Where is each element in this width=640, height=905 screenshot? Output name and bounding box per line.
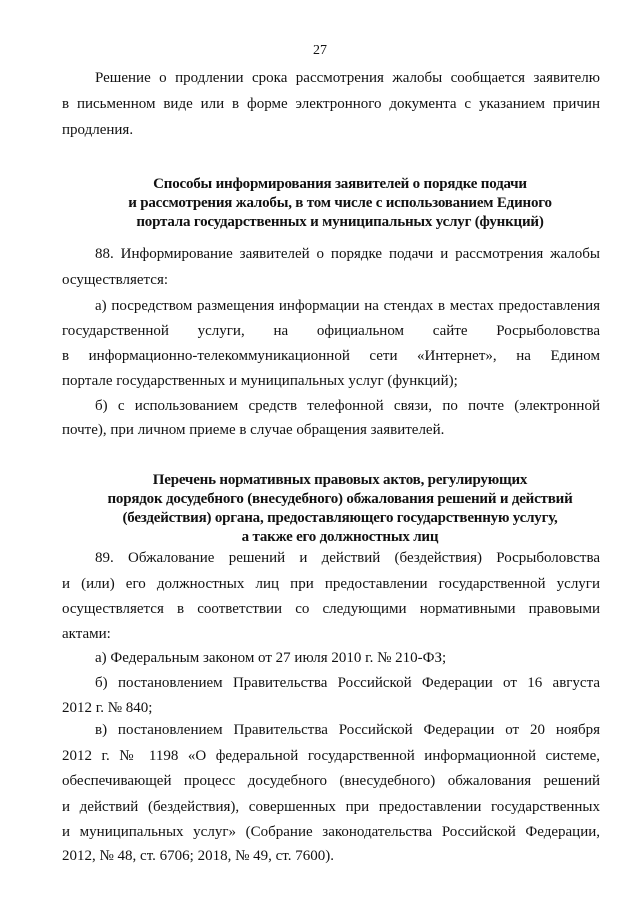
s2-item-v-line-5: и муниципальных услуг» (Собрание законодательства Российской Федерации, bbox=[62, 824, 600, 840]
section2-heading-line-4: а также его должностных лиц bbox=[241, 529, 439, 545]
s2-item-a: а) Федеральным законом от 27 июля 2010 г. № 210-ФЗ; bbox=[95, 650, 447, 666]
s1-item-a-line-1: а) посредством размещения информации на стендах в местах предоставления bbox=[95, 298, 600, 314]
s2-item-v-line-4: и действий (бездействия), совершенных при предоставлении государственных bbox=[62, 799, 600, 815]
intro-line-2: в письменном виде или в форме электронного документа с указанием причин bbox=[62, 96, 600, 112]
p89-line-2: и (или) его должностных лиц при предоставлении государственной услуги bbox=[62, 576, 600, 592]
section1-heading-line-1: Способы информирования заявителей о порядке подачи bbox=[153, 176, 527, 192]
s2-item-v-line-2: 2012 г. № 1198 «О федеральной государственной информационной системе, bbox=[62, 748, 600, 764]
section2-heading-line-2: порядок досудебного (внесудебного) обжалования решений и действий bbox=[107, 491, 573, 507]
p88-line-1: 88. Информирование заявителей о порядке подачи и рассмотрения жалобы bbox=[95, 246, 600, 262]
s2-item-b-line-1: б) постановлением Правительства Российской Федерации от 16 августа bbox=[95, 675, 600, 691]
section1-heading-line-3: портала государственных и муниципальных услуг (функций) bbox=[136, 214, 544, 230]
p88-line-2: осуществляется: bbox=[62, 272, 169, 288]
s2-item-v-line-1: в) постановлением Правительства Российской Федерации от 20 ноября bbox=[95, 722, 600, 738]
section2-heading-line-1: Перечень нормативных правовых актов, регулирующих bbox=[152, 472, 528, 488]
s2-item-v-line-3: обеспечивающей процесс досудебного (внесудебного) обжалования решений bbox=[62, 773, 600, 789]
s1-item-a-line-2: государственной услуги, на официальном сайте Росрыболовства bbox=[62, 323, 600, 339]
s2-item-v-line-6: 2012, № 48, ст. 6706; 2018, № 49, ст. 7600). bbox=[62, 848, 334, 864]
s1-item-a-line-3: в информационно-телекоммуникационной сети «Интернет», на Едином bbox=[62, 348, 600, 364]
intro-line-3: продления. bbox=[62, 122, 134, 138]
p89-line-3: осуществляется в соответствии со следующими нормативными правовыми bbox=[62, 601, 600, 617]
s1-item-b-line-1: б) с использованием средств телефонной связи, по почте (электронной bbox=[95, 398, 600, 414]
s1-item-b-line-2: почте), при личном приеме в случае обращения заявителей. bbox=[62, 422, 445, 438]
p89-line-1: 89. Обжалование решений и действий (бездействия) Росрыболовства bbox=[95, 550, 600, 566]
s2-item-b-line-2: 2012 г. № 840; bbox=[62, 700, 153, 716]
page-number: 27 bbox=[313, 43, 327, 58]
section2-heading-line-3: (бездействия) органа, предоставляющего государственную услугу, bbox=[122, 510, 558, 526]
section1-heading-line-2: и рассмотрения жалобы, в том числе с использованием Единого bbox=[128, 195, 552, 211]
intro-line-1: Решение о продлении срока рассмотрения жалобы сообщается заявителю bbox=[95, 70, 600, 86]
s1-item-a-line-4: портале государственных и муниципальных услуг (функций); bbox=[62, 373, 458, 389]
p89-line-4: актами: bbox=[62, 626, 111, 642]
